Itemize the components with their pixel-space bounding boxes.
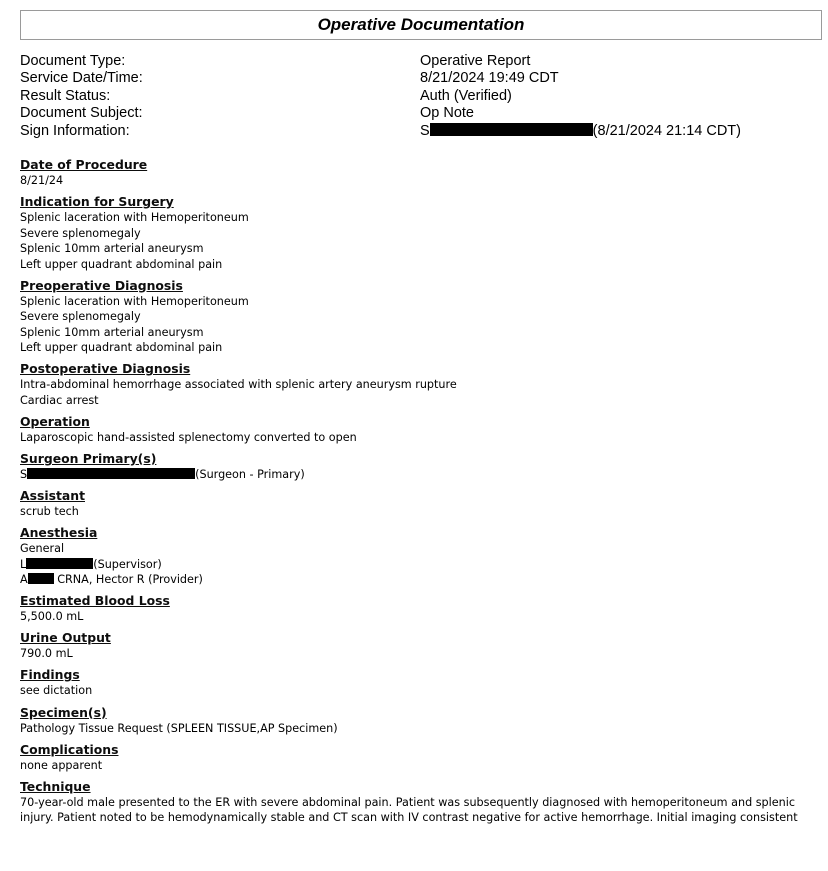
surgeon-initial: S	[20, 467, 28, 481]
anesthesia-supervisor-line	[20, 557, 820, 573]
section-heading: Postoperative Diagnosis	[20, 361, 191, 377]
section-date-of-procedure	[20, 157, 820, 189]
meta-value: 8/21/2024 19:49 CDT	[420, 70, 559, 87]
meta-value-signer	[420, 123, 810, 140]
meta-row-sign-information	[20, 123, 810, 140]
section-line: Left upper quadrant abdominal pain	[20, 341, 223, 355]
anesthesia-provider-line	[20, 572, 820, 588]
section-heading: Urine Output	[20, 630, 111, 646]
operative-note-body	[20, 157, 820, 831]
section-line: Splenic 10mm arterial aneurysm	[20, 242, 204, 256]
meta-label: Service Date/Time:	[20, 70, 143, 87]
section-line: Laparoscopic hand-assisted splenectomy converted to open	[20, 430, 357, 444]
meta-row-document-type	[20, 53, 810, 70]
section-line: Splenic 10mm arterial aneurysm	[20, 325, 204, 339]
meta-label: Sign Information:	[20, 122, 130, 139]
section-assistant	[20, 488, 820, 520]
provider-initial: A	[20, 573, 28, 587]
section-findings	[20, 667, 820, 699]
redaction-bar	[26, 558, 93, 569]
surgeon-line	[20, 467, 820, 483]
document-title-bar	[20, 10, 822, 40]
section-line: see dictation	[20, 684, 93, 698]
meta-label: Document Type:	[20, 53, 126, 69]
section-heading: Operation	[20, 413, 90, 429]
section-heading: Technique	[20, 778, 91, 794]
section-heading: Specimen(s)	[20, 704, 107, 720]
meta-value: Op Note	[420, 105, 474, 122]
section-surgeon-primary	[20, 451, 820, 483]
signer-initial: S	[420, 122, 430, 139]
section-indication-for-surgery	[20, 194, 820, 272]
meta-label: Result Status:	[20, 87, 111, 104]
meta-label: Document Subject:	[20, 105, 143, 122]
section-operation	[20, 414, 820, 446]
section-line: Cardiac arrest	[20, 393, 99, 407]
section-urine-output	[20, 630, 820, 662]
supervisor-role: (Supervisor)	[93, 557, 162, 571]
section-line: none apparent	[20, 758, 103, 772]
section-line: Left upper quadrant abdominal pain	[20, 257, 223, 271]
section-heading: Date of Procedure	[20, 157, 148, 172]
section-line: scrub tech	[20, 505, 79, 519]
section-estimated-blood-loss	[20, 593, 820, 625]
meta-row-result-status	[20, 88, 810, 105]
section-line: General	[20, 542, 65, 556]
section-heading: Assistant	[20, 488, 85, 504]
section-specimens	[20, 705, 820, 737]
section-preoperative-diagnosis	[20, 278, 820, 356]
section-heading: Complications	[20, 741, 119, 757]
sign-timestamp: (8/21/2024 21:14 CDT)	[592, 122, 741, 139]
supervisor-initial: L	[20, 557, 27, 571]
section-line: 8/21/24	[20, 174, 64, 187]
section-anesthesia	[20, 525, 820, 588]
section-line: Intra-abdominal hemorrhage associated with splenic artery aneurysm rupture	[20, 378, 457, 392]
provider-role: CRNA, Hector R (Provider)	[53, 573, 203, 587]
meta-value: Auth (Verified)	[420, 87, 512, 104]
section-line: Pathology Tissue Request (SPLEEN TISSUE,AP Specimen)	[20, 721, 338, 735]
surgeon-role: (Surgeon - Primary)	[195, 467, 305, 481]
section-line: Splenic laceration with Hemoperitoneum	[20, 211, 249, 225]
redaction-bar	[430, 123, 593, 136]
meta-value: Operative Report	[420, 53, 531, 69]
section-complications	[20, 742, 820, 774]
section-line: Severe splenomegaly	[20, 226, 141, 240]
redaction-bar	[27, 468, 195, 479]
section-heading: Surgeon Primary(s)	[20, 450, 157, 466]
section-heading: Findings	[20, 667, 80, 683]
section-technique	[20, 779, 820, 826]
section-heading: Anesthesia	[20, 525, 98, 541]
section-heading: Preoperative Diagnosis	[20, 277, 183, 293]
technique-paragraph: 70-year-old male presented to the ER with severe abdominal pain. Patient was subsequently diagnosed with hemoperitoneum and splenic injury. Patient noted to be hemodynamically stable and CT scan with IV contrast negative for active hemorrhage. Initial imaging consistent	[20, 795, 798, 825]
section-heading: Estimated Blood Loss	[20, 593, 170, 609]
meta-row-service-datetime	[20, 70, 810, 87]
section-heading: Indication for Surgery	[20, 194, 174, 210]
section-line: Splenic laceration with Hemoperitoneum	[20, 294, 249, 308]
section-line: 5,500.0 mL	[20, 610, 84, 624]
section-line: Severe splenomegaly	[20, 310, 141, 324]
document-title: Operative Documentation	[317, 15, 525, 34]
redaction-bar	[28, 573, 54, 584]
section-postoperative-diagnosis	[20, 361, 820, 408]
meta-row-document-subject	[20, 105, 810, 122]
section-line: 790.0 mL	[20, 647, 73, 661]
document-metadata	[20, 53, 810, 140]
